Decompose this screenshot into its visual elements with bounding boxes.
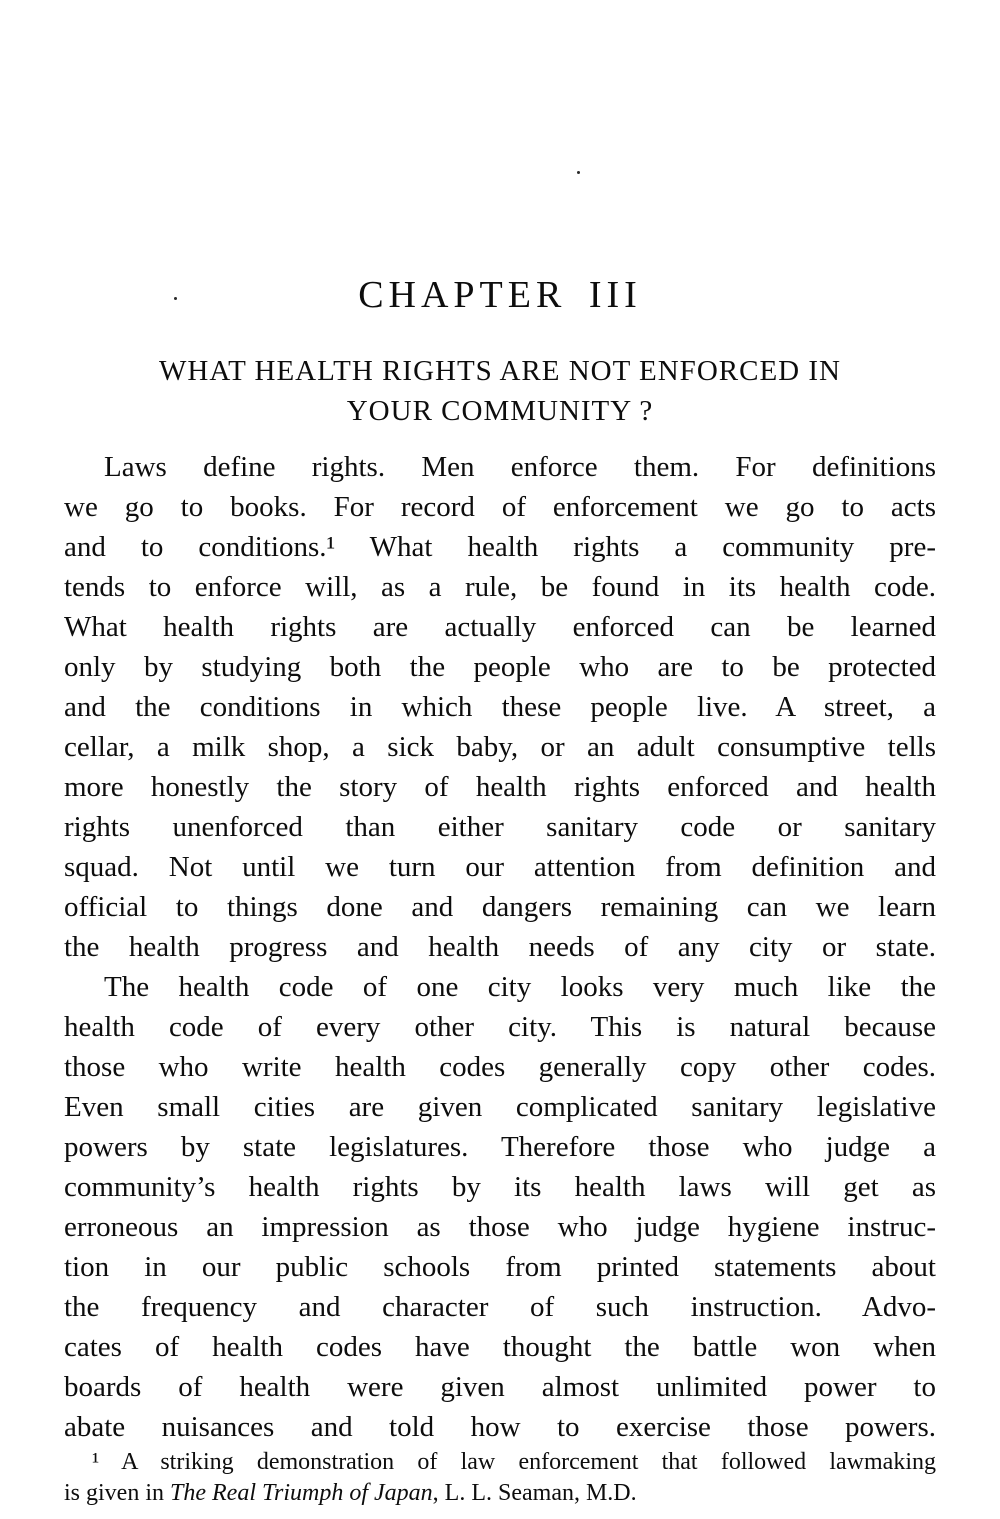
scan-speck	[577, 171, 580, 174]
body-line: The health code of one city looks very much like the	[104, 971, 936, 1003]
body-line: tends to enforce will, as a rule, be found in its health code.	[64, 571, 936, 603]
subheading-line-1: WHAT HEALTH RIGHTS ARE NOT ENFORCED IN	[159, 355, 841, 387]
body-line: abate nuisances and told how to exercise those powers.	[64, 1411, 936, 1443]
body-text	[64, 447, 936, 1447]
body-line: the frequency and character of such instruction. Advo-	[64, 1291, 936, 1323]
body-line: rights unenforced than either sanitary code or sanitary	[64, 811, 936, 843]
body-line: powers by state legislatures. Therefore those who judge a	[64, 1131, 936, 1163]
chapter-subheading	[0, 351, 1000, 431]
body-line: and to conditions.¹ What health rights a community pre-	[64, 531, 936, 563]
body-line: more honestly the story of health rights enforced and health	[64, 771, 936, 803]
body-line: tion in our public schools from printed statements about	[64, 1251, 936, 1283]
body-line: cates of health codes have thought the battle won when	[64, 1331, 936, 1363]
body-line: erroneous an impression as those who judge hygiene instruc-	[64, 1211, 936, 1243]
body-line: health code of every other city. This is natural because	[64, 1011, 936, 1043]
body-line: community’s health rights by its health laws will get as	[64, 1171, 936, 1203]
body-line: boards of health were given almost unlimited power to	[64, 1371, 936, 1403]
chapter-heading: CHAPTER III	[358, 274, 642, 316]
body-line: What health rights are actually enforced can be learned	[64, 611, 936, 643]
body-line: Laws define rights. Men enforce them. For definitions	[104, 451, 936, 483]
body-line: Even small cities are given complicated sanitary legislative	[64, 1091, 936, 1123]
body-line: only by studying both the people who are to be protected	[64, 651, 936, 683]
footnote	[64, 1447, 936, 1509]
footnote-text-before: is given in	[64, 1480, 170, 1506]
footnote-line-1: ¹ A striking demonstration of law enforcement that followed lawmaking	[92, 1449, 936, 1475]
body-line: and the conditions in which these people live. A street, a	[64, 691, 936, 723]
footnote-book-title: The Real Triumph of Japan	[170, 1480, 433, 1506]
body-line: squad. Not until we turn our attention from definition and	[64, 851, 936, 883]
subheading-line-2: YOUR COMMUNITY ?	[346, 395, 654, 427]
body-line: the health progress and health needs of any city or state.	[64, 931, 936, 963]
body-line: cellar, a milk shop, a sick baby, or an adult consumptive tells	[64, 731, 936, 763]
body-line: we go to books. For record of enforcement we go to acts	[64, 491, 936, 523]
body-line: those who write health codes generally copy other codes.	[64, 1051, 936, 1083]
body-line: official to things done and dangers remaining can we learn	[64, 891, 936, 923]
footnote-line-2	[64, 1478, 936, 1509]
footnote-text-after: , L. L. Seaman, M.D.	[432, 1480, 637, 1506]
